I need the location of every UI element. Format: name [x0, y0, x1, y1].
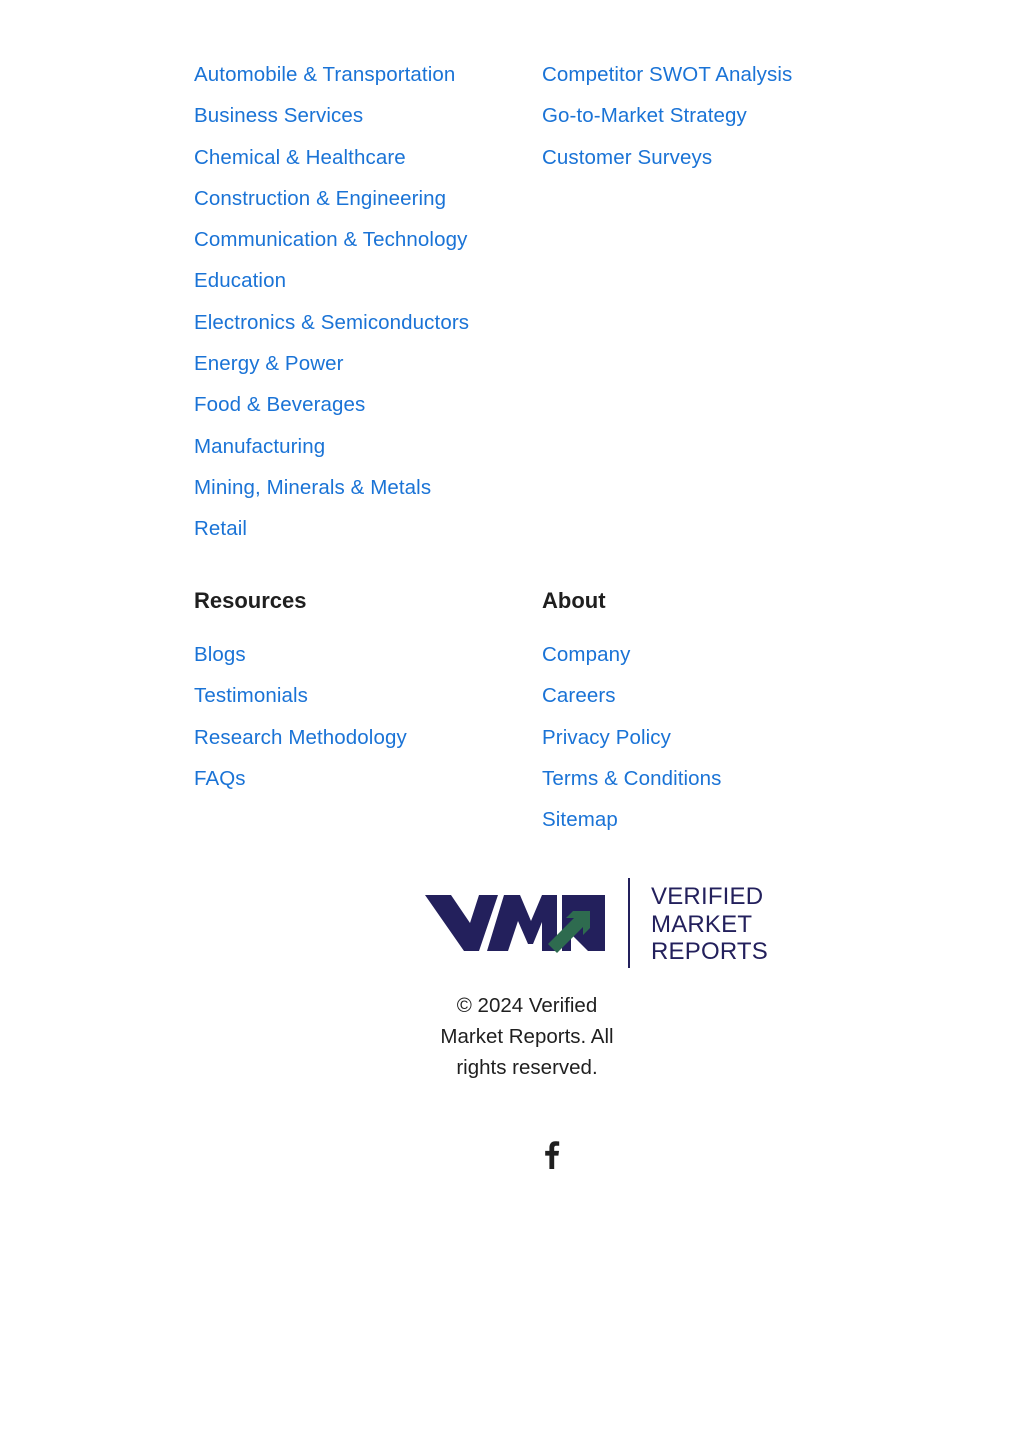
logo-line: REPORTS [651, 938, 768, 965]
copyright-notice [427, 990, 627, 1083]
copyright-line: Market Reports. All [440, 1025, 614, 1048]
copyright-line: © 2024 Verified [456, 994, 598, 1017]
industry-link-electronics-semiconductors[interactable]: Electronics & Semiconductors [194, 310, 470, 334]
brand-logo[interactable] [424, 876, 768, 970]
list-item [194, 230, 469, 271]
list-item [194, 519, 469, 560]
list-item [194, 145, 469, 189]
facebook-icon [538, 1138, 566, 1170]
list-item [194, 106, 469, 147]
list-item [194, 65, 469, 106]
list-item [194, 271, 469, 312]
list-item [194, 186, 469, 230]
resources-link-testimonials[interactable]: Testimonials [194, 684, 308, 708]
services-menu [542, 65, 792, 189]
list-item [194, 434, 469, 478]
service-link-competitor-swot[interactable]: Competitor SWOT Analysis [542, 63, 793, 86]
industry-link-communication-technology[interactable]: Communication & Technology [194, 228, 468, 252]
about-link-careers[interactable]: Careers [542, 684, 616, 708]
list-item [542, 645, 722, 686]
service-link-go-to-market[interactable]: Go-to-Market Strategy [542, 104, 747, 128]
industry-link-education[interactable]: Education [194, 269, 287, 293]
about-heading: About [542, 588, 606, 613]
list-item [542, 810, 722, 851]
logo-line: MARKET [651, 910, 753, 938]
logo-wordmark [651, 883, 768, 966]
industry-link-business-services[interactable]: Business Services [194, 104, 364, 128]
industry-link-manufacturing[interactable]: Manufacturing [194, 434, 326, 458]
copyright-line: rights reserved. [456, 1056, 598, 1079]
resources-heading: Resources [194, 588, 307, 613]
about-link-privacy-policy[interactable]: Privacy Policy [542, 725, 671, 749]
resources-link-blogs[interactable]: Blogs [194, 643, 246, 666]
list-item [194, 686, 407, 727]
list-item [542, 106, 792, 147]
list-item [194, 354, 469, 395]
list-item [194, 395, 469, 436]
about-link-company[interactable]: Company [542, 643, 631, 666]
list-item [542, 766, 722, 810]
list-item [542, 725, 722, 769]
industry-link-construction-engineering[interactable]: Construction & Engineering [194, 186, 447, 210]
list-item [194, 725, 407, 769]
industries-menu [194, 65, 469, 561]
list-item [542, 145, 792, 189]
industry-link-energy-power[interactable]: Energy & Power [194, 352, 344, 376]
logo-line: VERIFIED [651, 883, 764, 910]
about-menu [542, 645, 722, 851]
resources-menu [194, 645, 407, 810]
resources-link-faqs[interactable]: FAQs [194, 766, 246, 790]
list-item [194, 766, 407, 810]
list-item [542, 686, 722, 727]
industry-link-mining-minerals-metals[interactable]: Mining, Minerals & Metals [194, 475, 432, 499]
about-link-sitemap[interactable]: Sitemap [542, 808, 618, 832]
service-link-customer-surveys[interactable]: Customer Surveys [542, 145, 713, 169]
list-item [194, 310, 470, 354]
facebook-link[interactable] [538, 1138, 566, 1170]
list-item [542, 65, 792, 106]
industry-link-food-beverages[interactable]: Food & Beverages [194, 393, 366, 417]
resources-link-research-methodology[interactable]: Research Methodology [194, 725, 407, 749]
industry-link-chemical-healthcare[interactable]: Chemical & Healthcare [194, 145, 406, 169]
about-link-terms-conditions[interactable]: Terms & Conditions [542, 766, 722, 790]
industry-link-retail[interactable]: Retail [194, 517, 248, 541]
list-item [194, 645, 407, 686]
list-item [194, 475, 469, 519]
industry-link-automobile-transportation[interactable]: Automobile & Transportation [194, 63, 456, 86]
